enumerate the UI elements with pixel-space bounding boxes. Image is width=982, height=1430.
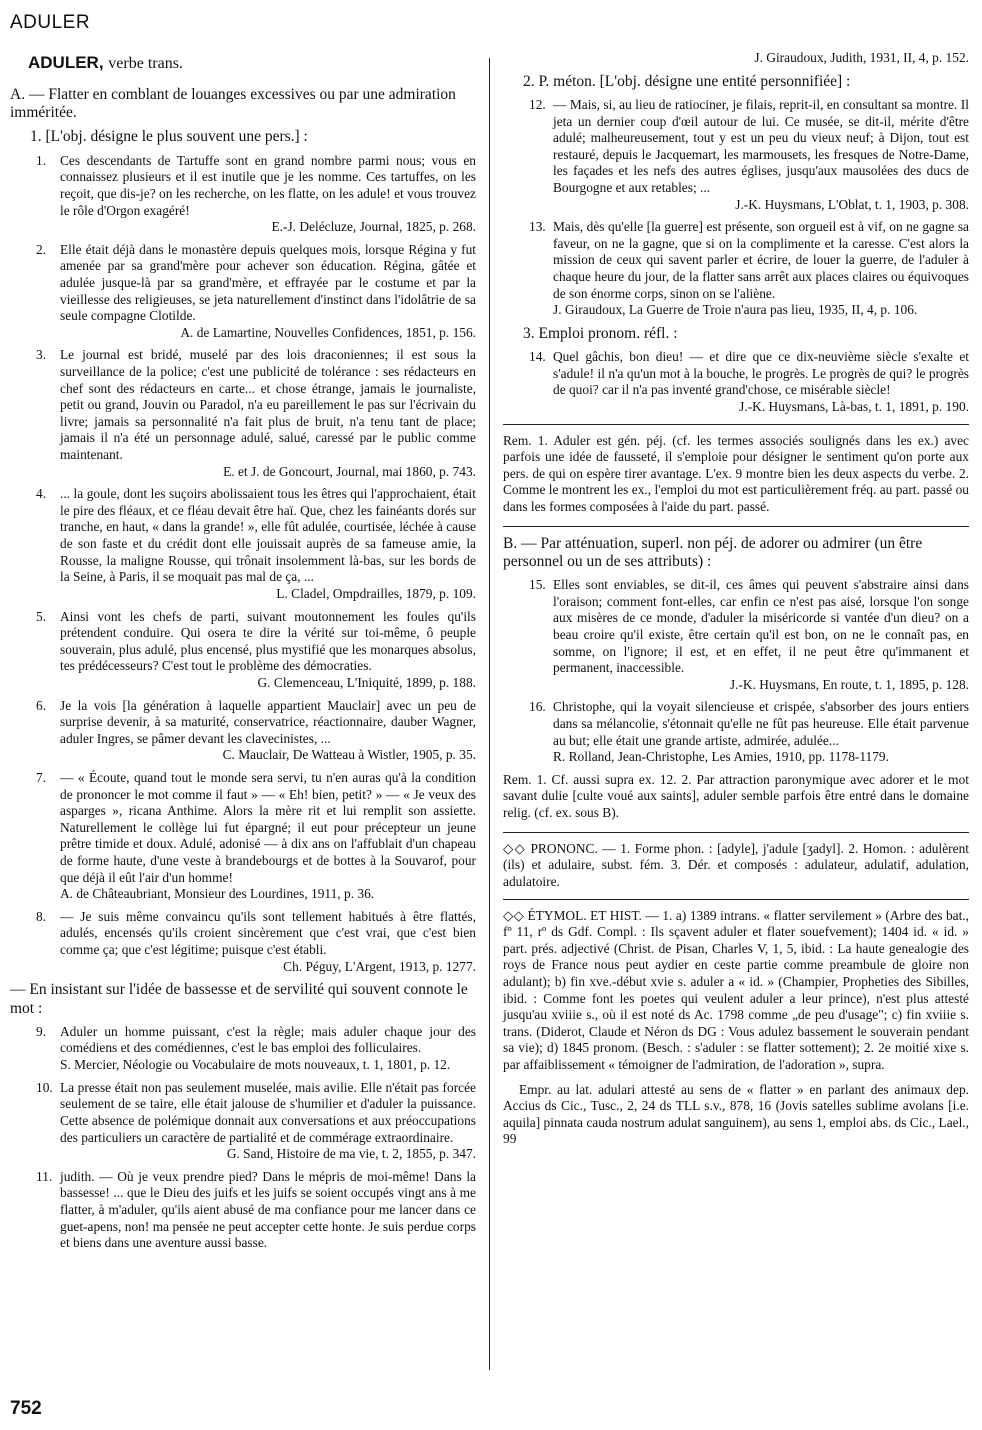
example-source: S. Mercier, Néologie ou Vocabulaire de mots nouveaux, t. 1, 1801, p. 12. — [60, 1057, 451, 1073]
remark-b: Rem. 1. Cf. aussi supra ex. 12. 2. Par attraction paronymique avec adorer et le mot savant dulie [culte voué aux saints], aduler semble parfois être entré dans le domaine relig. (cf. ex. sous B). — [503, 771, 969, 821]
example-number: 6. — [36, 697, 47, 713]
subsense-3: 3. Emploi pronom. réfl. : — [523, 324, 678, 342]
sense-a: A. — Flatter en comblant de louanges excessives ou par une admiration imméritée. — [10, 85, 456, 122]
example-number: 7. — [36, 770, 47, 785]
column-divider — [489, 58, 490, 1370]
example-source: Ch. Péguy, L'Argent, 1913, p. 1277. — [283, 958, 476, 974]
example-text: — Mais, si, au lieu de ratiociner, je filais, reprit-il, en consultant sa montre. Il jeta un dernier coup d'œil autour de lui. Ce musée, se dit-il, mérite d'être adulé; malheureusement, tout y est un peu du vieux neuf; à Dijon, tout est restauré, depuis le Jacquemart, les marmousets, les fresques de Notre-Dame, les façades et les nefs des autres églises, jusqu'aux mausolées des ducs de Bourgogne et aux retables; ... — [553, 96, 969, 195]
example-11-source — [553, 50, 969, 67]
example-text: Je la vois [la génération à laquelle appartient Mauclair] avec un peu de surprise devenir, à sa maturité, conservatrice, réactionnaire, dauber Wagner, aduler Ingres, se pâmer devant les clavecinistes, ... — [60, 697, 476, 746]
example-source: J.-K. Huysmans, L'Oblat, t. 1, 1903, p. 308. — [735, 196, 969, 212]
right-column — [503, 50, 969, 1156]
example-number: 12. — [529, 96, 546, 112]
example-number: 8. — [36, 908, 47, 924]
remark-a: Rem. 1. Aduler est gén. péj. (cf. les termes associés soulignés dans les ex.) avec parfois une idée de fausseté, il s'emploie pour désigner le sentiment qu'on porte aux pers. de qui on espère tirer avantage. L'ex. 9 montre bien les deux aspects du verbe. 2. Comme le montrent les ex., l'emploi du mot est particulièrement fréq. au part. passé ou dans les formes composées à l'aide du part. passé. — [503, 432, 969, 514]
example-16 — [529, 699, 969, 765]
example-source: R. Rolland, Jean-Christophe, Les Amies, 1910, pp. 1178-1179. — [553, 749, 889, 765]
example-source: C. Mauclair, De Watteau à Wistler, 1905, p. 35. — [222, 747, 476, 763]
example-source: G. Clemenceau, L'Iniquité, 1899, p. 188. — [257, 674, 476, 690]
example-number: 3. — [36, 347, 47, 363]
page-number: 752 — [10, 1398, 42, 1419]
example-text: Elles sont enviables, se dit-il, ces âmes qui peuvent s'abstraire ainsi dans l'oraison; comment font-elles, car enfin ce n'est pas aisé, lorsque l'on songe aux misères de ce monde, d'aduler la miséricorde si vantée d'un dieu? on a beau croire qu'il existe, être certain qu'il est bon, on ne le connaît pas, en somme, on l'ignore; il est, et en effet, il ne peut être qu'immanent et permanent, inaccessible. — [553, 577, 969, 676]
example-number: 14. — [529, 349, 546, 365]
example-text: Quel gâchis, bon dieu! — et dire que ce dix-neuvième siècle s'exalte et s'adule! il n'a qu'un mot à la bouche, le progrès. Le progrès de qui? le progrès de quoi? car il n'a pas inventé grand'chose, ce misérable siècle! — [553, 349, 969, 398]
example-number: 9. — [36, 1023, 47, 1039]
example-source: J. Giraudoux, La Guerre de Troie n'aura pas lieu, 1935, II, 4, p. 106. — [553, 302, 918, 318]
example-number: 4. — [36, 486, 47, 502]
separator — [503, 899, 969, 900]
example-source: E. et J. de Goncourt, Journal, mai 1860, p. 743. — [223, 463, 476, 479]
part-of-speech: verbe trans. — [108, 55, 183, 72]
example-source: J.-K. Huysmans, Là-bas, t. 1, 1891, p. 190. — [739, 398, 969, 414]
example-text: Aduler un homme puissant, c'est la règle; mais aduler chaque jour des comédiens et des comédiennes, c'est le bas emploi des folliculaires. — [60, 1023, 476, 1056]
example-number: 2. — [36, 241, 47, 257]
subsense-1: 1. [L'obj. désigne le plus souvent une pers.] : — [30, 128, 308, 146]
example-number: 15. — [529, 577, 546, 593]
example-number: 1. — [36, 152, 47, 168]
example-number: 11. — [36, 1168, 53, 1184]
example-source: L. Cladel, Ompdrailles, 1879, p. 109. — [276, 585, 476, 601]
example-11 — [36, 1168, 476, 1252]
example-text: Ainsi vont les chefs de parti, suivant moutonnement les foules qu'ils prétendent conduire. Qui osera te dire la vérité sur toi-même, ô peuple souverain, plus adulé, plus encensé, plus mystifié que les monarques absolus, tes prédécesseurs? C'est tout le problème des démocraties. — [60, 608, 476, 674]
example-text: judith. — Où je veux prendre pied? Dans le mépris de moi-même! Dans la bassesse! ... que le Dieu des juifs et les juifs se soient occupés vingt ans à me flatter, à m'aduler, qu'ils aient abusé de ma confiance pour me lancer dans ce guet-apens, non! ma pensée ne peut accepter cette honte. Je suis perdue corps et biens dans une aventure aussi basse. — [60, 1168, 476, 1251]
example-4 — [36, 486, 476, 602]
example-text: Elle était déjà dans le monastère depuis quelques mois, lorsque Régina y fut amenée par sa grand'mère pour achever son éducation. Régina, gâtée et adulée jusque-là par sa grand'mère, et effrayée par le costume et par la vieillesse des religieuses, se jeta naturellement d'instinct dans l'idolâtrie de sa seule compagne Clotilde. — [60, 241, 476, 324]
example-source: J. Giraudoux, Judith, 1931, II, 4, p. 152. — [754, 50, 969, 65]
example-6 — [36, 697, 476, 764]
example-7 — [36, 770, 476, 903]
running-head: ADULER — [10, 12, 91, 33]
example-text: Christophe, qui la voyait silencieuse et crispée, s'absorber des jours entiers dans sa mélancolie, s'étonnait qu'elle ne fût pas heureuse. Elle était parvenue au but; elle était une grande artiste, admirée, adulée... — [553, 699, 969, 748]
left-column — [10, 50, 476, 1258]
example-8 — [36, 908, 476, 975]
sense-b: B. — Par atténuation, superl. non péj. de adorer ou admirer (un être personnel ou un de ses attributs) : — [503, 534, 923, 570]
example-source: A. de Châteaubriant, Monsieur des Lourdines, 1911, p. 36. — [60, 886, 375, 902]
example-2 — [36, 241, 476, 342]
separator — [503, 424, 969, 425]
example-text: Ces descendants de Tartuffe sont en grand nombre parmi nous; vous en connaissez plusieurs et il est inutile que je les nomme. Ces tartuffes, on les reçoit, que dis-je? on les recherche, on les flatte, on les adule! et vous trouvez le rôle d'Orgon exagéré! — [60, 152, 476, 218]
example-14 — [529, 349, 969, 415]
example-5 — [36, 608, 476, 692]
example-3 — [36, 347, 476, 480]
example-text: La presse était non pas seulement muselée, mais avilie. Elle n'était pas forcée seulement de se taire, elle était jalouse de s'humilier et d'aduler la puissance. Cette absence de polémique donnait aux conversations et aux préoccupations des particuliers un caractère de partialité et de commérage extraordinaire. — [60, 1079, 476, 1145]
example-10 — [36, 1079, 476, 1163]
example-12 — [529, 96, 969, 213]
example-source: J.-K. Huysmans, En route, t. 1, 1895, p. 128. — [729, 676, 969, 692]
example-source: G. Sand, Histoire de ma vie, t. 2, 1855, p. 347. — [226, 1146, 476, 1162]
example-source: A. de Lamartine, Nouvelles Confidences, 1851, p. 156. — [180, 324, 476, 340]
example-text: — Je suis même convaincu qu'ils sont tellement habitués à être flattés, adulés, encensés qu'ils croient sincèrement que c'est vrai, que c'est bien comme ça; que c'est légitime; puisque c'est établi. — [60, 908, 476, 958]
example-15 — [529, 577, 969, 693]
example-number: 10. — [36, 1079, 53, 1095]
example-number: 13. — [529, 219, 546, 235]
bassesse-note: — En insistant sur l'idée de bassesse et de servilité qui souvent connote le mot : — [10, 981, 468, 1017]
example-text: — « Écoute, quand tout le monde sera servi, tu n'en auras qu'à la condition de prononcer le mot comme il faut » — « Eh! bien, petit? » — « Je veux des asparges », ricana Anthime. Alors la mère rit et lui remplit son assiette. Naturellement le collège lui fut épargné; il eut pour précepteur un jeune prêtre timide et doux. Adulé, adonisé — à dix ans on l'affublait d'un chapeau de forme haute, d'une veste à brandebourgs et de bottes à la Souvarof, pour que déjà il eût l'air d'un homme! — [60, 770, 476, 885]
separator — [503, 526, 969, 527]
etymology-section: ◇◇ ÉTYMOL. ET HIST. — 1. a) 1389 intrans. « flatter servilement » (Arbre des bat., fº 11, rº ds Gdf. Compl. : Ils sçavent aduler et flater souefvement); 1404 id. « id. » part. prés. adjectivé (Christ. de Pisan, Charles V, 1, 5, ibid. : La haute genealogie des roys de France nous peut aydier en ceste partie comme preambule de gloire non adulant); b) fin xve.-début xvie s. aduler a « id. » (Champier, Propheties des Sibilles, ibid. : Comme font les poetes qui veulent aduler a leur prince), n'est plus attesté jusqu'au xviiie s., où il est noté ds Ac. 1798 comme „de peu d'usage"; c) fin xviiie s. trans. (Diderot, Claude et Néron ds DG : Vous adulez bassement le souverain pendant sa vie); d) 1845 pronom. (Besch. : s'aduler : se flatter sottement); 2. 2e moitié xixe s. par affaiblissement « témoigner de l'admiration, de l'adoration », supra. — [503, 907, 969, 1072]
example-text: Le journal est bridé, muselé par des lois draconiennes; il est sous la surveillance de la police; c'est une publicité de tolérance : ses rédacteurs en chef sont des rédacteurs en carte... et chose étrange, jamais le journaliste, petit ou grand, Jouvin ou Paradol, n'a eu pareillement le pas sur l'écrivain du livre; jamais sa personnalité n'a fait plus de bruit, n'a tenu tant de place; jamais il n'a été un personnage adulé, salué, caressé par le public comme maintenant. — [60, 347, 476, 463]
example-source: E.-J. Delécluze, Journal, 1825, p. 268. — [271, 219, 476, 235]
example-1 — [36, 152, 476, 236]
etymology-borrowing: Empr. au lat. adulari attesté au sens de « flatter » en parlant des animaux dep. Accius ds Cic., Tusc., 2, 24 ds TLL s.v., 878, 16 (Jovis satelles sublime avolans [i.e. aquila] pinnata cauda nostrum adulat sanguinem), au sens 1, emploi abs. ds Cic., Lael., 99 — [503, 1081, 969, 1147]
entry-headword — [28, 52, 476, 74]
headword: ADULER, — [28, 53, 104, 72]
example-13 — [529, 219, 969, 319]
example-9 — [36, 1023, 476, 1074]
subsense-2: 2. P. méton. [L'obj. désigne une entité personnifiée] : — [523, 72, 851, 90]
example-number: 5. — [36, 608, 47, 624]
separator — [503, 832, 969, 833]
example-text: ... la goule, dont les suçoirs abolissaient tous les êtres qui l'approchaient, était le pire des fléaux, et ce fléau devait être haï. Que, chez les fainéants dorés sur tranche, en haut, « dans la grande! », elle fût adulée, courtisée, léchée à cause de son faste et du crédit dont elle jouissait auprès de sa fameuse amie, la Rousse, la maligne Rousse, qui trônait insolemment là-bas, sur les bords de la Seine, à Paris, il se moquait pas mal de ça, ... — [60, 486, 476, 585]
prononciation-section: ◇◇ PRONONC. — 1. Forme phon. : [adyle], j'adule [ʒadyl]. 2. Homon. : adulèrent (ils) et adulaire, subst. fém. 3. Dér. et composés : adulateur, adulatif, adulation, adulatoire. — [503, 840, 969, 889]
example-text: Mais, dès qu'elle [la guerre] est présente, son orgueil est à vif, on ne gagne sa faveur, on ne la gagne, que si on la complimente et la caresse. C'est alors la mission de ceux qui savent parler et écrire, de louer la guerre, de l'aduler à chaque heure du jour, de la flatter sans arrêt aux places claires ou équivoques de son énorme corps, sinon on se l'aliène. — [553, 219, 969, 301]
example-number: 16. — [529, 699, 546, 715]
